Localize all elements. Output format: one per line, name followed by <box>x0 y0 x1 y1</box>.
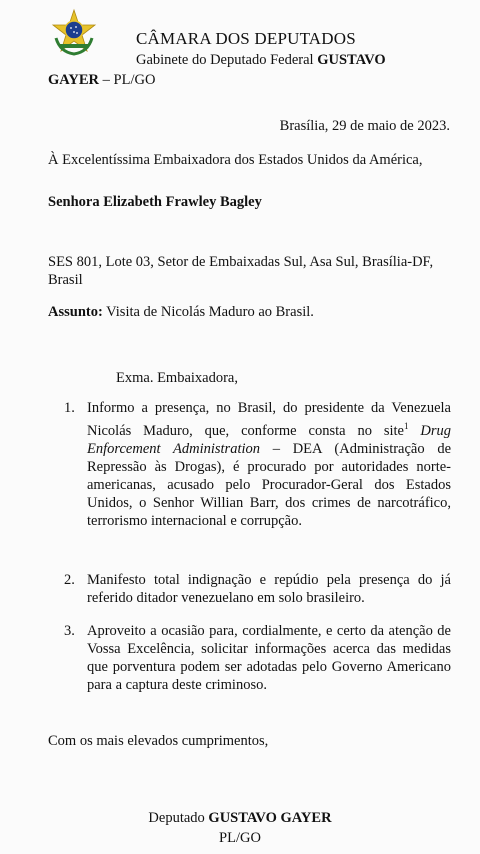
office-prefix: Gabinete do Deputado Federal <box>136 52 314 68</box>
office-line <box>136 52 386 69</box>
house-title: CÂMARA DOS DEPUTADOS <box>136 29 356 48</box>
subject-text: Visita de Nicolás Maduro ao Brasil. <box>106 304 314 320</box>
agency-name: Drug Enforcement Administration <box>87 422 452 457</box>
office-line-2 <box>48 72 155 89</box>
item-number: 1. <box>64 400 75 416</box>
item-text: Informo a presença, no Brasil, do presidente da Venezuela Nicolás Maduro, que, conforme consta no site$^1$ Drug Enforcement Administration – DEA (Administração de Repressão às Drogas), é procurado por autoridades norte-americanas, acusado pelo Procurador-Geral dos Estados Unidos, o Senhor Willian Barr, dos crimes de narcotráfico, terrorismo internacional e corrupção. <box>87 400 452 529</box>
item-text: Manifesto total indignação e repúdio pela presença do já referido ditador venezuelano em solo brasileiro. <box>87 572 451 606</box>
letter-date: Brasília, 29 de maio de 2023. <box>279 118 450 134</box>
deputy-first-name: GUSTAVO <box>317 52 386 68</box>
item-number: 3. <box>64 623 75 639</box>
signature-name: Deputado GUSTAVO GAYER <box>148 810 332 826</box>
signature-party: PL/GO <box>219 830 261 846</box>
recipient-line: À Excelentíssima Embaixadora dos Estados Unidos da América, <box>48 152 423 168</box>
recipient-name: Senhora Elizabeth Frawley Bagley <box>48 194 262 210</box>
list-item <box>64 571 451 607</box>
item-text: Aproveito a ocasião para, cordialmente, e certo da atenção de Vossa Excelência, solicitar informações acerca das medidas que porventura podem ser adotadas pelo Governo Americano para a captura deste criminoso. <box>87 623 451 693</box>
item-number: 2. <box>64 572 75 588</box>
footnote-ref: 1 <box>403 421 409 431</box>
deputy-last-name: GAYER <box>48 72 100 88</box>
subject-line <box>48 303 314 321</box>
salutation: Exma. Embaixadora, <box>116 370 238 386</box>
party: – PL/GO <box>102 72 156 88</box>
subject-label: Assunto: <box>48 304 103 320</box>
embassy-address: SES 801, Lote 03, Setor de Embaixadas Sul, Asa Sul, Brasília-DF, Brasil <box>48 254 434 288</box>
list-item <box>64 622 451 694</box>
closing: Com os mais elevados cumprimentos, <box>48 733 269 749</box>
list-item <box>64 399 451 530</box>
coat-of-arms-icon <box>50 8 98 56</box>
